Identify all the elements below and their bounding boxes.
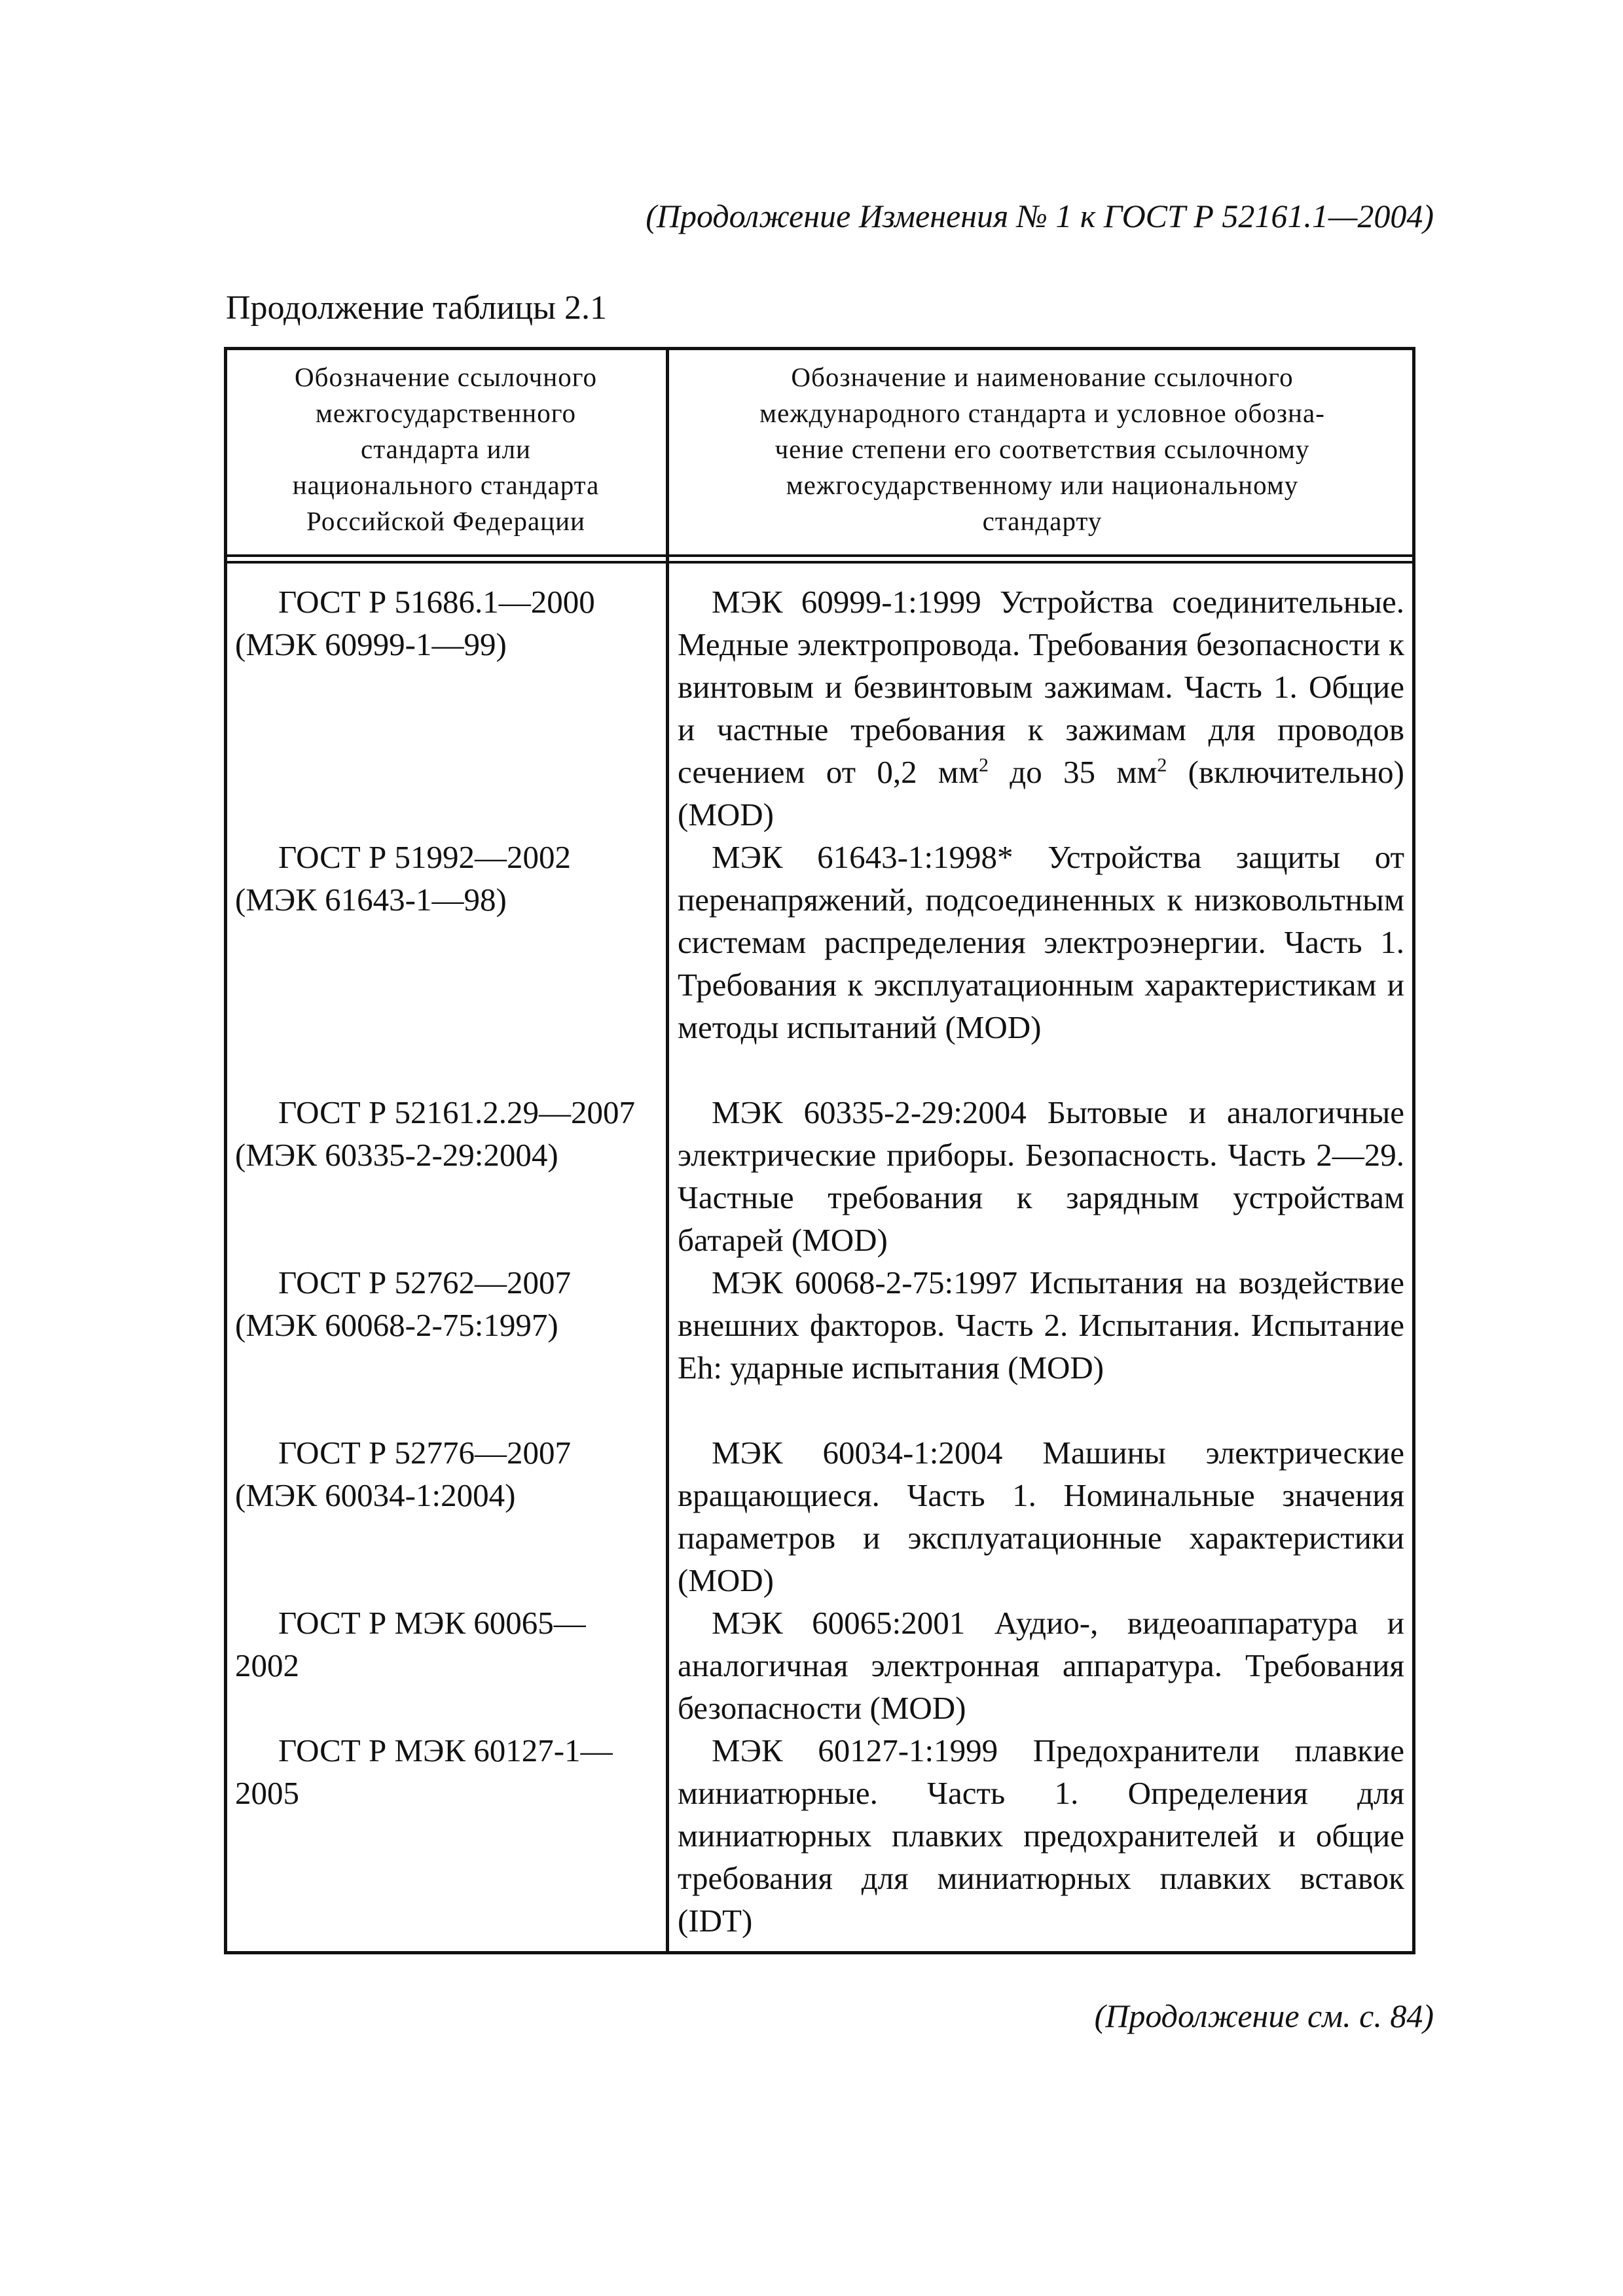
gost-iec-equivalent: 2005 xyxy=(235,1775,299,1811)
reference-standards-table xyxy=(224,347,1415,1954)
gost-designation: ГОСТ Р МЭК 60127-1— xyxy=(278,1732,613,1768)
gost-designation: ГОСТ Р 51992—2002 xyxy=(278,839,571,875)
column-header-line: Обозначение ссылочного xyxy=(294,362,597,392)
column-header-line: Обозначение и наименование ссылочного xyxy=(791,362,1294,392)
table-row-iec-5 xyxy=(678,1431,1404,1602)
header-double-rule xyxy=(227,554,1412,564)
iec-standard-text: МЭК 60335-2-29:2004 Бытовые и аналогичные электрические приборы. Безопасность. Часть 2—29. Частные требования к зарядным устройствам батарей (MOD) xyxy=(678,1094,1404,1258)
table-row-iec-3 xyxy=(678,1091,1404,1261)
table-row-iec-4 xyxy=(678,1261,1404,1431)
table-caption: Продолжение таблицы 2.1 xyxy=(226,289,607,327)
iec-standard-text: МЭК 60034-1:2004 Машины электрические вращающиеся. Часть 1. Номинальные значения параметров и эксплуатационные характеристики (MOD) xyxy=(678,1435,1404,1598)
table-row-iec-6 xyxy=(678,1602,1404,1729)
iec-standard-text: МЭК 60068-2-75:1997 Испытания на воздействие внешних факторов. Часть 2. Испытания. Испытание Eh: ударные испытания (MOD) xyxy=(678,1265,1404,1386)
table-row-gost-3 xyxy=(235,1091,661,1261)
column-header-gost xyxy=(236,359,655,539)
column-header-line: межгосударственному или национальному xyxy=(786,470,1299,500)
gost-designation: ГОСТ Р 52762—2007 xyxy=(278,1265,571,1300)
gost-designation: ГОСТ Р МЭК 60065— xyxy=(278,1605,586,1641)
superscript: 2 xyxy=(1157,754,1167,776)
column-divider xyxy=(666,350,669,1951)
column-header-line: стандарту xyxy=(982,506,1103,536)
gost-iec-equivalent: (МЭК 60335-2-29:2004) xyxy=(235,1137,558,1173)
iec-column xyxy=(678,581,1404,1942)
gost-iec-equivalent: (МЭК 60068-2-75:1997) xyxy=(235,1307,558,1343)
table-row-gost-6 xyxy=(235,1602,661,1729)
table-row-gost-5 xyxy=(235,1431,661,1602)
column-header-line: стандарта или xyxy=(361,434,531,464)
gost-column xyxy=(235,581,661,1942)
page-header-continuation: (Продолжение Изменения № 1 к ГОСТ Р 52161.1—2004) xyxy=(646,198,1434,234)
column-header-line: чение степени его соответствия ссылочному xyxy=(775,434,1310,464)
table-row-gost-2 xyxy=(235,836,661,1091)
table-row-iec-1 xyxy=(678,581,1404,836)
gost-iec-equivalent: (МЭК 61643-1—98) xyxy=(235,882,507,918)
iec-standard-text: МЭК 60065:2001 Аудио-, видеоаппаратура и аналогичная электронная аппаратура. Требования безопасности (MOD) xyxy=(678,1605,1404,1726)
page-footer-continuation: (Продолжение см. с. 84) xyxy=(1094,1998,1434,2034)
iec-standard-text: до 35 мм xyxy=(988,754,1158,790)
gost-iec-equivalent: (МЭК 60999-1—99) xyxy=(235,626,507,662)
gost-iec-equivalent: (МЭК 60034-1:2004) xyxy=(235,1477,516,1513)
column-header-line: Российской Федерации xyxy=(306,506,585,536)
gost-designation: ГОСТ Р 52161.2.29—2007 xyxy=(278,1094,635,1130)
gost-designation: ГОСТ Р 52776—2007 xyxy=(278,1435,571,1471)
gost-iec-equivalent: 2002 xyxy=(235,1647,299,1683)
table-row-gost-1 xyxy=(235,581,661,836)
iec-standard-text: (включительно) (MOD) xyxy=(678,754,1404,833)
column-header-line: международного стандарта и условное обозна- xyxy=(759,398,1325,428)
column-header-line: межгосударственного xyxy=(315,398,577,428)
table-row-iec-2 xyxy=(678,836,1404,1091)
table-row-iec-7 xyxy=(678,1729,1404,1942)
iec-standard-text: МЭК 61643-1:1998* Устройства защиты от перенапряжений, подсоединенных к низковольтным системам распределения электроэнергии. Часть 1. Требования к эксплуатационным характеристикам и методы испытаний (MOD) xyxy=(678,839,1404,1045)
gost-designation: ГОСТ Р 51686.1—2000 xyxy=(278,584,595,620)
iec-standard-text: МЭК 60127-1:1999 Предохранители плавкие миниатюрные. Часть 1. Определения для миниатюрных плавких предохранителей и общие требования для миниатюрных плавких вставок (IDT) xyxy=(678,1732,1404,1939)
table-row-gost-7 xyxy=(235,1729,661,1942)
superscript: 2 xyxy=(978,754,989,776)
table-row-gost-4 xyxy=(235,1261,661,1431)
column-header-iec xyxy=(679,359,1406,539)
column-header-line: национального стандарта xyxy=(292,470,600,500)
iec-standard-text: МЭК 60999-1:1999 Устройства соединительные. Медные электропровода. Требования безопасности к винтовым и безвинтовым зажимам. Часть 1. Общие и частные требования к зажимам для проводов сечением от 0,2 мм xyxy=(678,584,1404,790)
